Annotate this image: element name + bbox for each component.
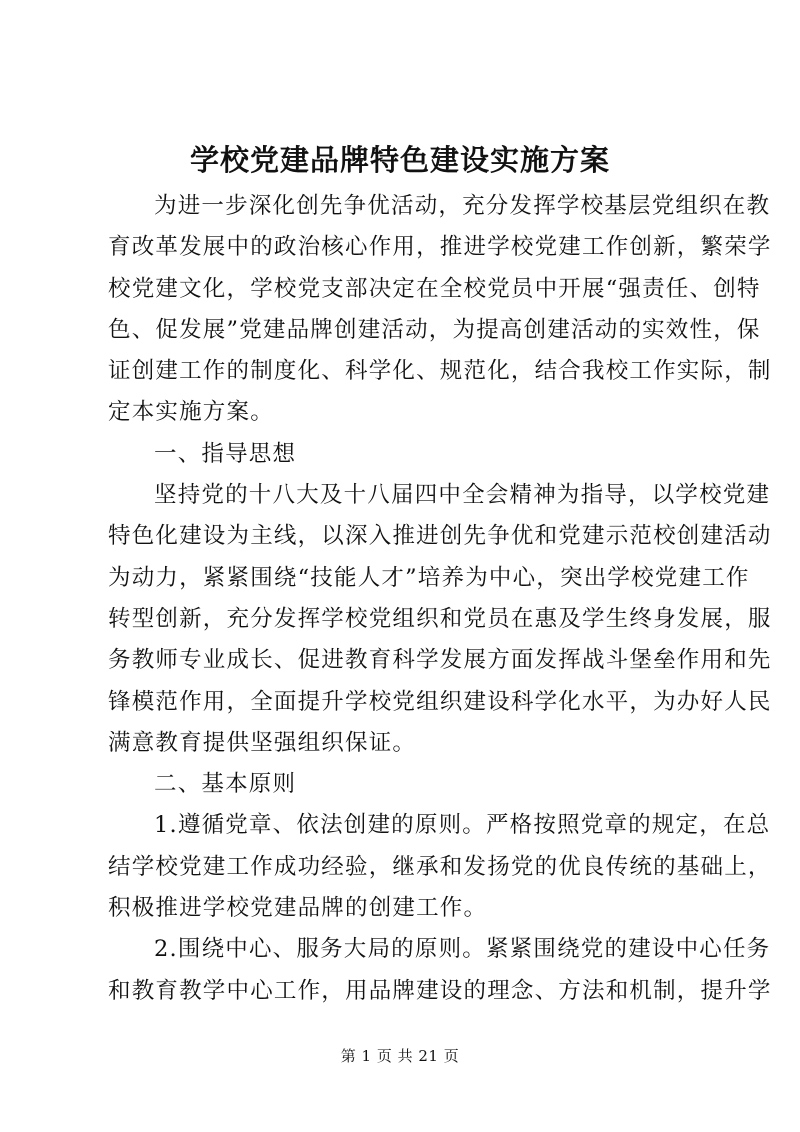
paragraph-line: 满意教育提供坚强组织保证。 xyxy=(108,729,417,756)
paragraph-line: 坚持党的十八大及十八届四中全会精神为指导，以学校党建 xyxy=(154,482,771,509)
paragraph-line: 为进一步深化创先争优活动，充分发挥学校基层党组织在教 xyxy=(154,193,771,219)
paragraph-line: 转型创新，充分发挥学校党组织和党员在惠及学生终身发展，服 xyxy=(108,605,772,632)
document-body xyxy=(108,186,772,1012)
paragraph-line: 定本实施方案。 xyxy=(108,399,274,426)
paragraph-line: 色、促发展”党建品牌创建活动，为提高创建活动的实效性，保 xyxy=(108,316,761,343)
section-heading: 二、基本原则 xyxy=(154,771,297,798)
paragraph-line: 结学校党建工作成功经验，继承和发扬党的优良传统的基础上， xyxy=(108,853,772,880)
paragraph-line: 为动力，紧紧围绕“技能人才”培养为中心，突出学校党建工作 xyxy=(108,564,750,591)
paragraph-line: 锋模范作用，全面提升学校党组织建设科学化水平，为办好人民 xyxy=(108,688,772,715)
paragraph-line: 1.遵循党章、依法创建的原则。严格按照党章的规定，在总 xyxy=(154,812,771,839)
page-number-footer: 第 1 页 共 21 页 xyxy=(340,1047,460,1065)
paragraph-line: 校党建文化，学校党支部决定在全校党员中开展“强责任、创特 xyxy=(108,275,761,302)
paragraph-line: 育改革发展中的政治核心作用，推进学校党建工作创新，繁荣学 xyxy=(108,234,772,261)
document-title: 学校党建品牌特色建设实施方案 xyxy=(189,143,610,177)
paragraph-line: 2.围绕中心、服务大局的原则。紧紧围绕党的建设中心任务 xyxy=(154,936,771,963)
paragraph-line: 特色化建设为主线，以深入推进创先争优和党建示范校创建活动 xyxy=(108,523,772,550)
paragraph-line: 务教师专业成长、促进教育科学发展方面发挥战斗堡垒作用和先 xyxy=(108,647,772,674)
section-heading: 一、指导思想 xyxy=(154,440,297,467)
paragraph-line: 积极推进学校党建品牌的创建工作。 xyxy=(108,895,488,922)
paragraph-line: 和教育教学中心工作，用品牌建设的理念、方法和机制，提升学 xyxy=(108,977,772,1004)
paragraph-line: 证创建工作的制度化、科学化、规范化，结合我校工作实际，制 xyxy=(108,358,772,385)
